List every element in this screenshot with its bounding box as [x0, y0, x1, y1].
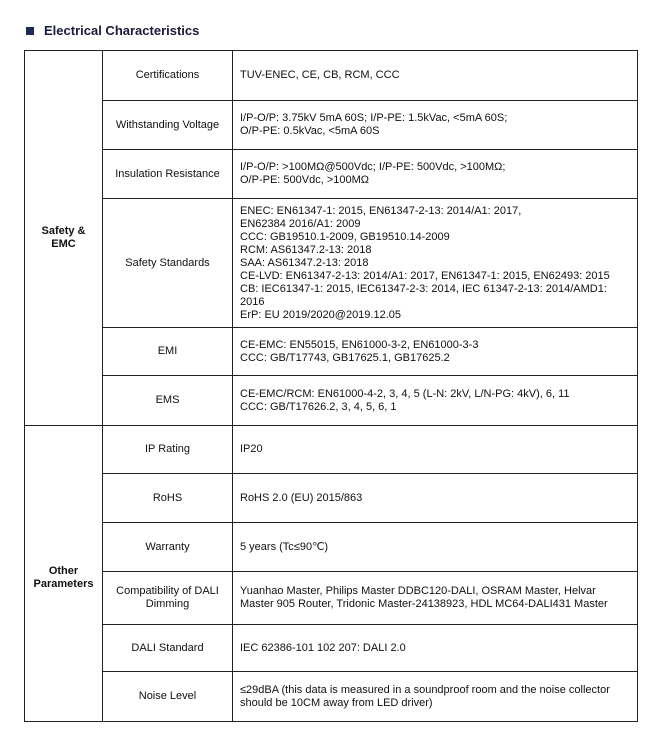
value-line: RoHS 2.0 (EU) 2015/863 [240, 491, 363, 504]
value-line: CE-EMC: EN55015, EN61000-3-2, EN61000-3-3 [240, 338, 479, 351]
table-row [25, 625, 638, 672]
parameter-label: DALI Standard [103, 625, 233, 672]
table-row [25, 199, 638, 328]
parameter-value [233, 51, 638, 101]
value-line: CCC: GB/T17626.2, 3, 4, 5, 6, 1 [240, 400, 397, 413]
parameter-value [233, 523, 638, 572]
section-title: Electrical Characteristics [44, 23, 200, 38]
value-line: ≤29dBA (this data is measured in a soundproof room and the noise collector [240, 683, 610, 696]
table-row [25, 523, 638, 572]
parameter-label: RoHS [103, 474, 233, 523]
table-row [25, 474, 638, 523]
value-line: O/P-PE: 500Vdc, >100MΩ [240, 174, 369, 186]
section-header [26, 23, 199, 38]
parameter-label: IP Rating [103, 426, 233, 474]
parameter-value [233, 328, 638, 376]
square-bullet-icon [26, 27, 34, 35]
value-line: CE-EMC/RCM: EN61000-4-2, 3, 4, 5 (L-N: 2kV, L/N-PG: 4kV), 6, 11 [240, 387, 570, 400]
value-line: RCM: AS61347.2-13: 2018 [240, 243, 372, 256]
parameter-value [233, 376, 638, 426]
table-row [25, 376, 638, 426]
parameter-label: Safety Standards [103, 199, 233, 328]
value-line: I/P-O/P: >100MΩ@500Vdc; I/P-PE: 500Vdc, >100MΩ; [240, 161, 506, 173]
table-row [25, 101, 638, 150]
value-line: SAA: AS61347.2-13: 2018 [240, 256, 369, 269]
parameter-value [233, 625, 638, 672]
value-line: 2016 [240, 295, 265, 308]
value-line: EN62384 2016/A1: 2009 [240, 217, 361, 230]
parameter-value [233, 101, 638, 150]
value-line: CCC: GB/T17743, GB17625.1, GB17625.2 [240, 351, 450, 364]
value-line: ErP: EU 2019/2020@2019.12.05 [240, 308, 402, 321]
value-line: should be 10CM away from LED driver) [240, 696, 433, 709]
parameter-label: Certifications [103, 51, 233, 101]
parameter-value [233, 672, 638, 722]
table-row [25, 328, 638, 376]
parameter-value [233, 572, 638, 625]
table-row [25, 426, 638, 474]
value-line: Master 905 Router, Tridonic Master-24138923, HDL MC64-DALI431 Master [240, 598, 608, 610]
group-label: Safety & EMC [25, 51, 103, 426]
parameter-value [233, 199, 638, 328]
group-label: Other Parameters [25, 426, 103, 722]
value-line: IEC 62386-101 102 207: DALI 2.0 [240, 641, 406, 654]
table-row [25, 572, 638, 625]
spec-table [24, 50, 638, 722]
parameter-label: Noise Level [103, 672, 233, 722]
parameter-value [233, 474, 638, 523]
value-line: IP20 [240, 443, 263, 455]
value-line: I/P-O/P: 3.75kV 5mA 60S; I/P-PE: 1.5kVac, <5mA 60S; [240, 112, 508, 124]
value-line: CB: IEC61347-1: 2015, IEC61347-2-3: 2014, IEC 61347-2-13: 2014/AMD1: [240, 282, 607, 295]
parameter-label: Warranty [103, 523, 233, 572]
parameter-label: Insulation Resistance [103, 150, 233, 199]
parameter-value [233, 426, 638, 474]
parameter-value [233, 150, 638, 199]
parameter-label: EMI [103, 328, 233, 376]
value-line: CCC: GB19510.1-2009, GB19510.14-2009 [240, 230, 450, 243]
value-line: CE-LVD: EN61347-2-13: 2014/A1: 2017, EN61347-1: 2015, EN62493: 2015 [240, 269, 610, 282]
parameter-label: EMS [103, 376, 233, 426]
table-row [25, 51, 638, 101]
value-line: TUV-ENEC, CE, CB, RCM, CCC [240, 69, 400, 81]
value-line: Yuanhao Master, Philips Master DDBC120-DALI, OSRAM Master, Helvar [240, 585, 596, 597]
parameter-label: Withstanding Voltage [103, 101, 233, 150]
value-line: O/P-PE: 0.5kVac, <5mA 60S [240, 125, 380, 137]
table-row [25, 150, 638, 199]
value-line: ENEC: EN61347-1: 2015, EN61347-2-13: 2014/A1: 2017, [240, 204, 522, 217]
parameter-label: Compatibility of DALI Dimming [103, 572, 233, 625]
value-line: 5 years (Tc≤90℃) [240, 540, 329, 553]
table-row [25, 672, 638, 722]
